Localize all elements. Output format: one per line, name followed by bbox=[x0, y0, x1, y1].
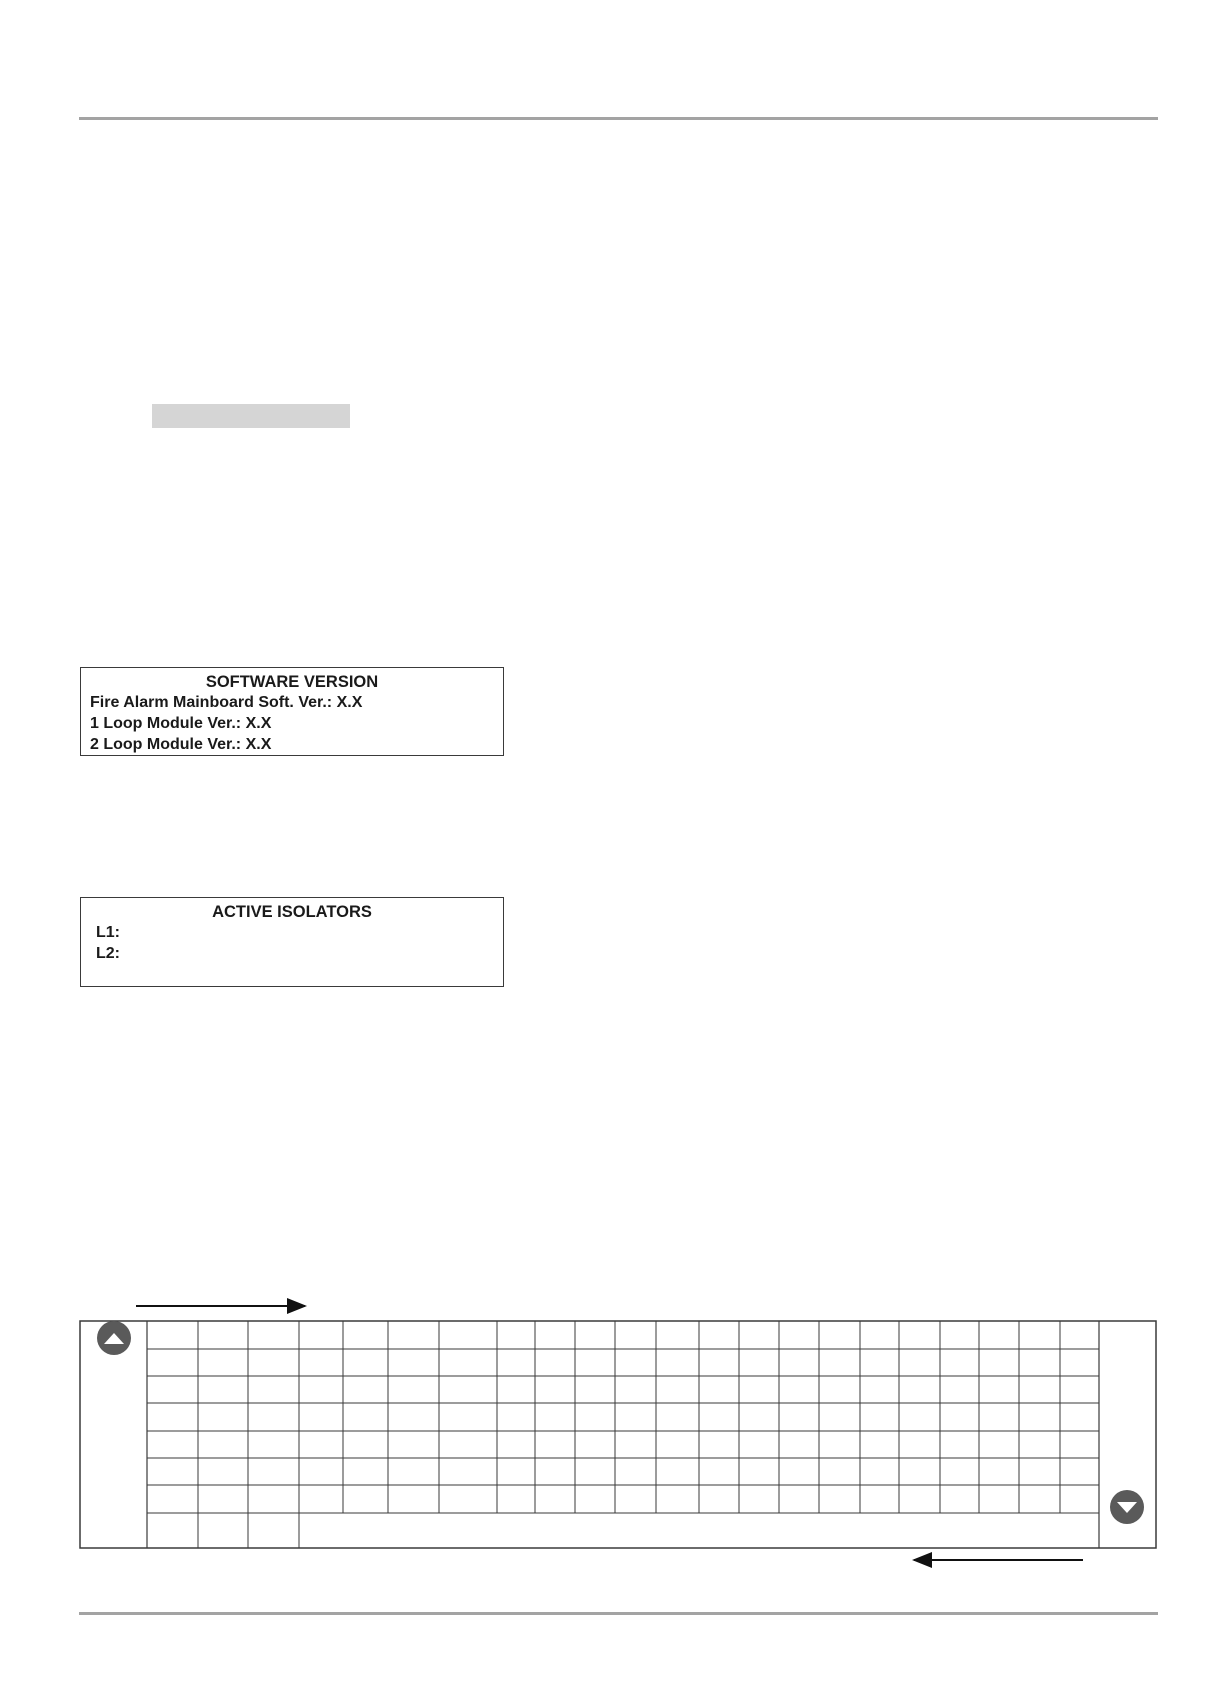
active-isolators-title: ACTIVE ISOLATORS bbox=[212, 903, 372, 921]
loop2-version-line: 2 Loop Module Ver.: X.X bbox=[90, 736, 272, 753]
active-isolators-display bbox=[80, 897, 504, 987]
mainboard-version-line: Fire Alarm Mainboard Soft. Ver.: X.X bbox=[90, 694, 363, 711]
header-rule bbox=[79, 117, 1158, 120]
isolator-l1-line: L1: bbox=[96, 924, 120, 941]
software-version-title: SOFTWARE VERSION bbox=[205, 673, 379, 691]
footer-rule bbox=[79, 1612, 1158, 1615]
software-version-display bbox=[80, 667, 504, 756]
grid-cells bbox=[147, 1321, 1099, 1548]
scroll-down-button[interactable] bbox=[1110, 1490, 1144, 1524]
grid-frame bbox=[80, 1321, 1156, 1548]
redacted-label-bar bbox=[152, 404, 350, 428]
scroll-up-button[interactable] bbox=[97, 1321, 131, 1355]
loop1-version-line: 1 Loop Module Ver.: X.X bbox=[90, 715, 272, 732]
isolator-l2-line: L2: bbox=[96, 945, 120, 962]
